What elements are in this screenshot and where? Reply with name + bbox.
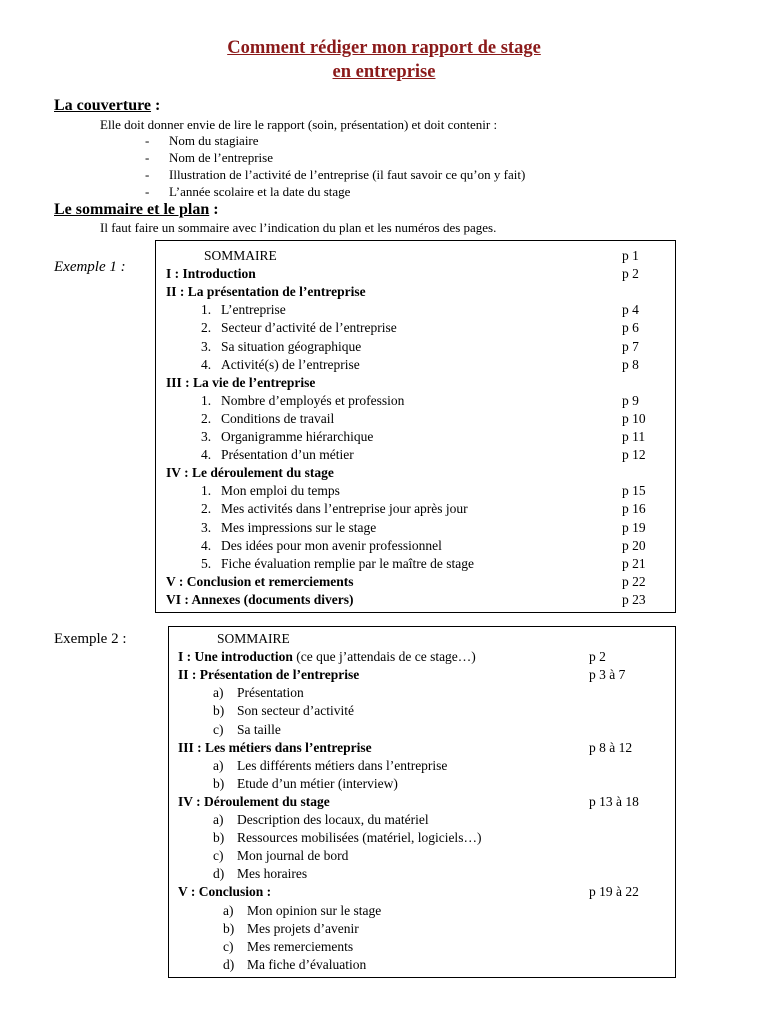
couverture-intro: Elle doit donner envie de lire le rapport (soin, présentation) et doit contenir : bbox=[100, 117, 498, 132]
sommaire-heading-colon: : bbox=[209, 201, 219, 218]
toc-row bbox=[178, 793, 330, 811]
toc-item-number: a) bbox=[223, 902, 234, 918]
toc-item-number: 1. bbox=[201, 483, 212, 499]
toc-page-number: p 16 bbox=[622, 501, 646, 517]
toc-row bbox=[223, 902, 381, 920]
list-dash: - bbox=[145, 167, 150, 182]
toc-page-number: p 11 bbox=[622, 429, 646, 444]
toc-row bbox=[201, 392, 404, 410]
toc-row bbox=[166, 265, 256, 283]
toc-row bbox=[213, 865, 307, 883]
toc-page-number: p 21 bbox=[622, 555, 646, 571]
toc-item-text: Mes projets d’avenir bbox=[247, 920, 359, 936]
toc-page-number: p 1 bbox=[622, 248, 639, 263]
couverture-list-item-text: Nom du stagiaire bbox=[169, 133, 259, 148]
toc-item-text: Mes remerciements bbox=[247, 938, 354, 954]
toc-item-text: Activité(s) de l’entreprise bbox=[221, 356, 360, 372]
page-title-line-2: en entreprise bbox=[332, 62, 436, 82]
toc-item-number: 3. bbox=[201, 429, 212, 444]
page-title bbox=[0, 36, 768, 84]
toc-item-text: Mes impressions sur le stage bbox=[221, 519, 377, 535]
toc-item-text: Mes horaires bbox=[237, 866, 308, 882]
toc-row bbox=[178, 739, 372, 757]
example-2-label: Exemple 2 : bbox=[54, 631, 127, 647]
toc-item-number: 2. bbox=[201, 410, 212, 426]
toc-item-number: 4. bbox=[201, 447, 212, 463]
toc-item-text: Des idées pour mon avenir professionnel bbox=[221, 537, 442, 553]
couverture-heading bbox=[54, 96, 160, 116]
toc-item-number: 3. bbox=[201, 338, 212, 354]
couverture-heading-text: La couverture bbox=[54, 97, 152, 114]
toc-row bbox=[223, 920, 359, 938]
toc-row bbox=[166, 283, 366, 301]
toc-row bbox=[178, 883, 271, 901]
toc-section-title: I : Une introduction bbox=[178, 649, 293, 665]
toc-item-text: Etude d’un métier (interview) bbox=[237, 775, 398, 791]
couverture-list-item bbox=[145, 166, 525, 183]
toc-item-number: b) bbox=[213, 830, 225, 846]
couverture-list-item-text: Nom de l’entreprise bbox=[169, 150, 273, 165]
toc-row bbox=[213, 721, 281, 739]
toc-item-number: 1. bbox=[201, 392, 212, 408]
toc-row bbox=[178, 648, 476, 666]
toc-section-title: I : Introduction bbox=[166, 266, 256, 282]
toc-item-number: 2. bbox=[201, 501, 212, 517]
toc-row bbox=[213, 757, 447, 775]
toc-row bbox=[213, 829, 481, 847]
toc-item-number: 2. bbox=[201, 320, 212, 336]
toc-section-title: III : Les métiers dans l’entreprise bbox=[178, 739, 372, 755]
toc-row bbox=[201, 555, 474, 573]
toc-item-text: Description des locaux, du matériel bbox=[237, 812, 429, 827]
toc-item-text: Mes activités dans l’entreprise jour après jour bbox=[221, 501, 468, 517]
toc-row bbox=[166, 464, 334, 482]
toc-row bbox=[201, 519, 376, 537]
toc-row bbox=[201, 356, 360, 374]
toc-row bbox=[166, 573, 353, 591]
toc-section-title: VI : Annexes (documents divers) bbox=[166, 591, 354, 607]
list-dash: - bbox=[145, 184, 150, 199]
toc-page-number: p 7 bbox=[622, 338, 639, 354]
toc-item-number: d) bbox=[213, 866, 225, 882]
toc-row bbox=[213, 811, 429, 829]
sommaire-heading-text: Le sommaire et le plan bbox=[54, 201, 210, 218]
list-dash: - bbox=[145, 133, 150, 148]
toc-item-text: Conditions de travail bbox=[221, 410, 335, 426]
toc-item-number: c) bbox=[223, 938, 234, 954]
couverture-list-item bbox=[145, 183, 525, 200]
couverture-list-item bbox=[145, 149, 525, 166]
toc-section-title: II : Présentation de l’entreprise bbox=[178, 667, 360, 683]
toc-row bbox=[166, 591, 354, 609]
toc-page-number: p 9 bbox=[622, 392, 639, 408]
toc-item-number: b) bbox=[213, 703, 225, 719]
toc-page-number: p 2 bbox=[622, 266, 639, 282]
toc-page-number: p 19 à 22 bbox=[589, 884, 639, 900]
toc-page-number: p 3 à 7 bbox=[589, 667, 626, 683]
toc-page-number: p 22 bbox=[622, 573, 646, 589]
toc-row bbox=[201, 446, 354, 464]
toc-row bbox=[217, 630, 290, 648]
toc-item-number: b) bbox=[213, 775, 225, 791]
toc-row bbox=[213, 684, 304, 702]
toc-row bbox=[166, 374, 315, 392]
toc-section-title: IV : Déroulement du stage bbox=[178, 793, 330, 809]
toc-section-title: V : Conclusion : bbox=[178, 884, 272, 900]
toc-row bbox=[201, 301, 286, 319]
toc-item-text: Fiche évaluation remplie par le maître de stage bbox=[221, 555, 475, 571]
toc-title: SOMMAIRE bbox=[204, 248, 277, 263]
toc-row bbox=[201, 500, 468, 518]
toc-item-text: Mon emploi du temps bbox=[221, 483, 340, 499]
toc-page-number: p 8 à 12 bbox=[589, 739, 633, 755]
toc-row bbox=[213, 775, 398, 793]
sommaire-intro: Il faut faire un sommaire avec l’indication du plan et les numéros des pages. bbox=[100, 220, 497, 235]
toc-row bbox=[223, 938, 353, 956]
toc-section-title: III : La vie de l’entreprise bbox=[166, 374, 316, 390]
toc-item-number: 3. bbox=[201, 519, 212, 535]
toc-item-number: a) bbox=[213, 685, 224, 701]
toc-item-text: Mon opinion sur le stage bbox=[247, 902, 382, 918]
toc-row bbox=[201, 537, 442, 555]
page-title-line-1: Comment rédiger mon rapport de stage bbox=[227, 38, 541, 58]
list-dash: - bbox=[145, 150, 150, 165]
toc-page-number: p 15 bbox=[622, 483, 646, 499]
toc-page-number: p 4 bbox=[622, 302, 639, 318]
toc-section-note: (ce que j’attendais de ce stage…) bbox=[292, 649, 476, 665]
toc-row bbox=[213, 702, 354, 720]
toc-row bbox=[201, 482, 340, 500]
toc-item-number: a) bbox=[213, 757, 224, 773]
toc-section-title: IV : Le déroulement du stage bbox=[166, 465, 334, 481]
toc-item-text: Organigramme hiérarchique bbox=[221, 429, 374, 444]
toc-item-number: c) bbox=[213, 848, 224, 864]
example-1-label: Exemple 1 : bbox=[54, 259, 126, 275]
toc-item-number: a) bbox=[213, 812, 224, 827]
couverture-heading-colon: : bbox=[151, 97, 161, 114]
toc-row bbox=[201, 338, 361, 356]
toc-item-text: Mon journal de bord bbox=[237, 848, 349, 864]
toc-item-text: Les différents métiers dans l’entreprise bbox=[237, 757, 448, 773]
toc-item-text: Secteur d’activité de l’entreprise bbox=[221, 320, 397, 336]
example-1-sommaire-box bbox=[155, 240, 676, 613]
toc-page-number: p 12 bbox=[622, 447, 646, 463]
couverture-list bbox=[145, 132, 525, 200]
toc-item-number: b) bbox=[223, 920, 235, 936]
toc-page-number: p 20 bbox=[622, 537, 646, 553]
toc-section-title: V : Conclusion et remerciements bbox=[166, 573, 354, 589]
example-2-sommaire-box bbox=[168, 626, 676, 978]
toc-item-text: Sa situation géographique bbox=[221, 338, 362, 354]
toc-item-text: Ressources mobilisées (matériel, logiciels…) bbox=[237, 830, 482, 846]
toc-row bbox=[201, 428, 373, 446]
toc-page-number: p 13 à 18 bbox=[589, 793, 639, 809]
toc-page-number: p 19 bbox=[622, 519, 646, 535]
toc-page-number: p 10 bbox=[622, 410, 646, 426]
toc-row bbox=[201, 410, 334, 428]
toc-item-number: d) bbox=[223, 956, 235, 972]
toc-item-number: 5. bbox=[201, 555, 212, 571]
toc-row bbox=[201, 319, 397, 337]
couverture-list-item-text: Illustration de l’activité de l’entreprise (il faut savoir ce qu’on y fait) bbox=[169, 167, 526, 182]
toc-row bbox=[213, 847, 348, 865]
toc-item-number: c) bbox=[213, 721, 224, 737]
couverture-list-item bbox=[145, 132, 525, 149]
toc-page-number: p 2 bbox=[589, 649, 606, 665]
toc-item-number: 4. bbox=[201, 356, 212, 372]
toc-item-text: Présentation d’un métier bbox=[221, 447, 354, 463]
sommaire-heading bbox=[54, 200, 219, 220]
toc-row bbox=[223, 956, 366, 974]
couverture-list-item-text: L’année scolaire et la date du stage bbox=[169, 184, 351, 199]
toc-page-number: p 8 bbox=[622, 356, 639, 372]
toc-item-text: L’entreprise bbox=[221, 302, 286, 318]
toc-item-text: Ma fiche d’évaluation bbox=[247, 956, 367, 972]
toc-item-text: Sa taille bbox=[237, 721, 281, 737]
toc-section-title: II : La présentation de l’entreprise bbox=[166, 284, 366, 300]
toc-title: SOMMAIRE bbox=[217, 631, 290, 646]
toc-item-text: Présentation bbox=[237, 685, 304, 701]
toc-row bbox=[178, 666, 359, 684]
toc-page-number: p 6 bbox=[622, 320, 639, 336]
toc-item-text: Son secteur d’activité bbox=[237, 703, 354, 719]
toc-item-text: Nombre d’employés et profession bbox=[221, 392, 405, 408]
toc-item-number: 4. bbox=[201, 537, 212, 553]
toc-row bbox=[204, 247, 277, 265]
toc-item-number: 1. bbox=[201, 302, 212, 318]
toc-page-number: p 23 bbox=[622, 591, 646, 607]
